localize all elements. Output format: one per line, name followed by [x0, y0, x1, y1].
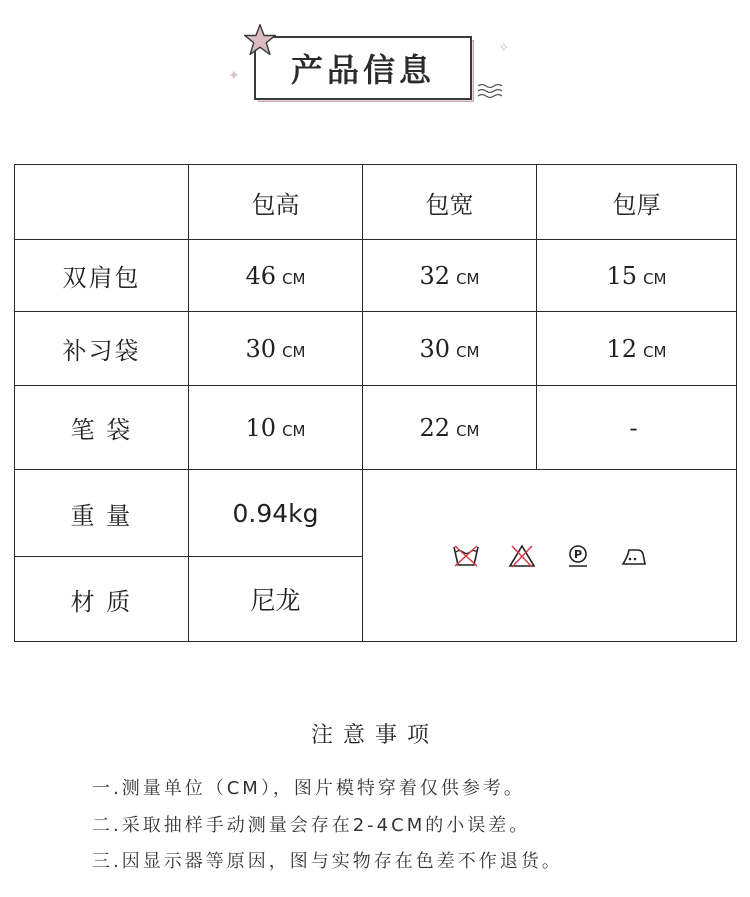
thickness-value: 12 [606, 334, 638, 363]
sparkle-decoration: ✦ [228, 68, 240, 84]
svg-text:P: P [573, 547, 582, 561]
row-label: 补习袋 [15, 312, 189, 386]
title-badge [240, 28, 520, 108]
header-cell-thickness: 包厚 [537, 165, 737, 240]
note-item: 三.因显示器等原因，图与实物存在色差不作退货。 [92, 851, 563, 872]
note-item: 二.采取抽样手动测量会存在2-4CM的小误差。 [92, 815, 531, 836]
table-row [15, 312, 737, 386]
table-header-row [15, 165, 737, 240]
unit-label: CM [456, 269, 480, 288]
title-box [254, 36, 472, 100]
header-cell-height: 包高 [189, 165, 363, 240]
height-value: 46 [245, 261, 277, 290]
unit-label: CM [282, 342, 306, 361]
row-label: 笔 袋 [15, 386, 189, 470]
iron-low-icon [619, 543, 649, 569]
unit-label: CM [282, 269, 306, 288]
wave-lines-icon [476, 82, 506, 100]
weight-row [15, 470, 737, 557]
weight-label: 重 量 [15, 470, 189, 557]
care-symbols [363, 543, 736, 569]
unit-label: CM [456, 421, 480, 440]
width-value: 30 [419, 334, 451, 363]
do-not-wash-icon [451, 543, 481, 569]
width-cell [363, 240, 537, 312]
note-item: 一.测量单位（CM），图片模特穿着仅供参考。 [92, 778, 525, 799]
width-value: 32 [419, 261, 451, 290]
material-label: 材 质 [15, 557, 189, 642]
unit-label: CM [643, 342, 667, 361]
thickness-cell [537, 240, 737, 312]
unit-label: CM [282, 421, 306, 440]
row-label: 双肩包 [15, 240, 189, 312]
care-symbols-cell [363, 470, 737, 642]
unit-label: CM [643, 269, 667, 288]
table-row [15, 240, 737, 312]
page-title: 产品信息 [290, 51, 435, 89]
thickness-value: 15 [606, 261, 638, 290]
height-value: 30 [245, 334, 277, 363]
weight-value: 0.94kg [189, 470, 363, 557]
header-cell-width: 包宽 [363, 165, 537, 240]
height-cell [189, 386, 363, 470]
do-not-bleach-icon [507, 543, 537, 569]
product-spec-table [14, 164, 737, 642]
width-value: 22 [419, 413, 451, 442]
table-row [15, 386, 737, 470]
unit-label: CM [456, 342, 480, 361]
height-cell [189, 312, 363, 386]
height-cell [189, 240, 363, 312]
header-cell-empty [15, 165, 189, 240]
width-cell [363, 312, 537, 386]
dry-clean-icon [563, 543, 593, 569]
thickness-cell [537, 386, 737, 470]
star-icon [242, 22, 278, 58]
material-value: 尼龙 [189, 557, 363, 642]
notes-title: 注意事项 [310, 723, 439, 748]
thickness-value: - [629, 413, 638, 442]
width-cell [363, 386, 537, 470]
thickness-cell [537, 312, 737, 386]
height-value: 10 [245, 413, 277, 442]
sparkle-decoration: ✧ [498, 40, 510, 56]
